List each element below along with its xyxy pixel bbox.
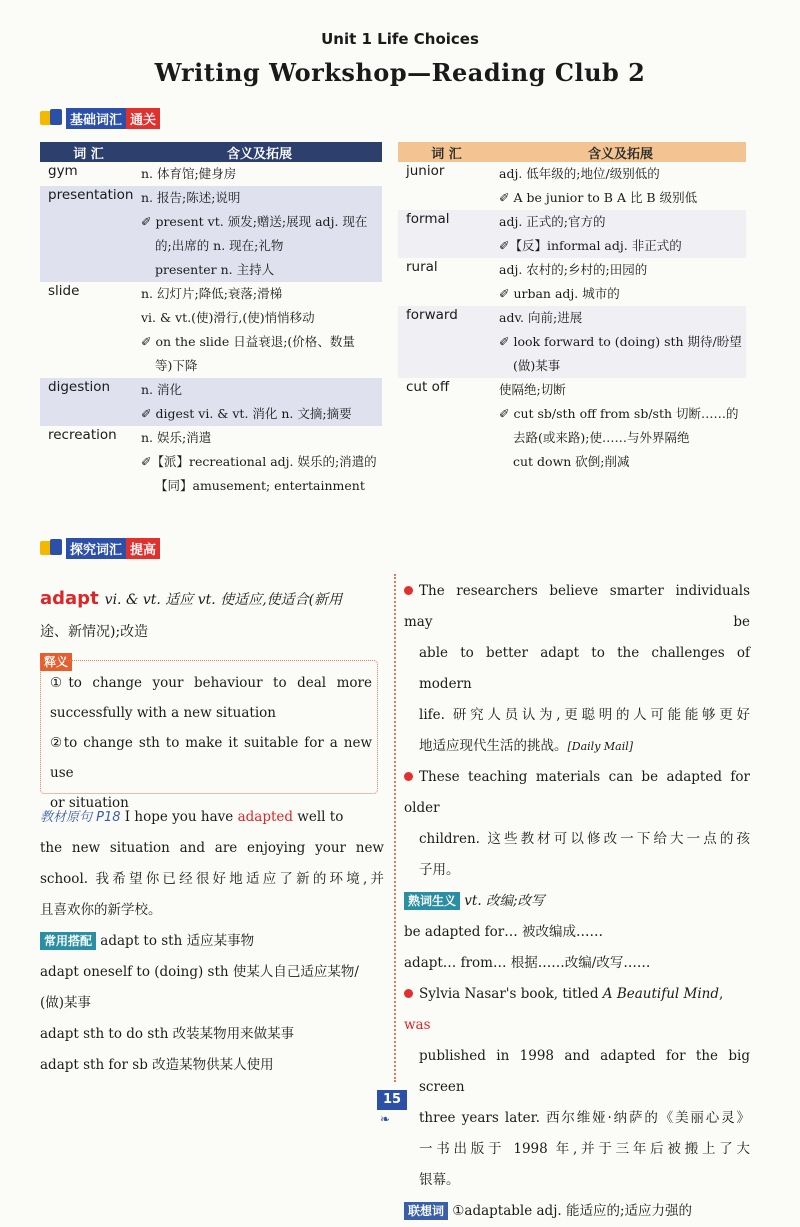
collocation-line: adapt oneself to (doing) sth 使某人自己适应某物/ (40, 964, 359, 980)
table-row (398, 162, 746, 210)
meaning-line: ✐ A be junior to B A 比 B 级别低 (499, 190, 698, 205)
header-meaning: 含义及拓展 (137, 142, 382, 162)
example-text: The researchers believe smarter individuals may be (404, 583, 750, 630)
book-icon (40, 109, 64, 127)
table-row (40, 426, 382, 498)
vocab-table-right (398, 142, 746, 474)
example-text: 地适应现代生活的挑战。 (419, 738, 568, 754)
example-text: able to better adapt to the challenges of modern (419, 645, 750, 692)
example-line: published in 1998 and adapted for the big screen (419, 1048, 750, 1095)
book-icon (40, 539, 64, 557)
meaning-line: n. 报告;陈述;说明 (141, 190, 241, 205)
table-row (40, 378, 382, 426)
collocation-tag: 常用搭配 (40, 932, 96, 950)
meaning-line: 使隔绝;切断 (499, 382, 566, 397)
meaning-line: adj. 低年级的;地位/级别低的 (499, 166, 660, 181)
meaning-line: presenter n. 主持人 (155, 262, 275, 277)
vocab-word: cut off (406, 379, 450, 395)
meaning-line: (做)某事 (513, 358, 561, 373)
meaning-line: ✐ cut sb/sth off from sb/sth 切断……的 (499, 406, 739, 421)
related-words-tag: 联想词 (404, 1202, 448, 1220)
meaning-line: adapt… from… 根据……改编/改写…… (404, 955, 651, 971)
vocab-meaning (495, 378, 746, 474)
vocab-word: recreation (48, 427, 117, 443)
section-basic-vocab (40, 108, 160, 128)
example-line (404, 762, 750, 824)
definition-line: ①to change your behaviour to deal more (50, 675, 372, 691)
headword: adapt (40, 588, 99, 609)
meaning-line: ✐【派】recreational adj. 娱乐的;消遣的 (141, 454, 377, 469)
example-line: three years later. 西尔维娅·纳萨的《美丽心灵》 (419, 1110, 750, 1126)
meaning-line: ✐ look forward to (doing) sth 期待/盼望 (499, 334, 742, 349)
bullet-icon (404, 989, 413, 998)
example-line (404, 731, 750, 762)
meaning-line: n. 娱乐;消遣 (141, 430, 212, 445)
vocab-word: junior (406, 163, 445, 179)
meaning-line: adj. 农村的;乡村的;田园的 (499, 262, 648, 277)
meaning-line: 的;出席的 n. 现在;礼物 (155, 238, 284, 253)
vocab-meaning (137, 378, 382, 426)
vocab-meaning (495, 210, 746, 258)
definition-line: 途、新情况);改造 (40, 624, 149, 640)
table-row (40, 282, 382, 378)
collocation-line: (做)某事 (40, 995, 92, 1011)
vocab-word: rural (406, 259, 438, 275)
table-row (40, 162, 382, 186)
adapt-entry-head (40, 584, 385, 648)
meaning-line: be adapted for… 被改编成…… (404, 924, 604, 940)
meaning-line: 去路(或来路);使……与外界隔绝 (513, 430, 690, 445)
sentence-line: the new situation and are enjoying your new (40, 840, 384, 856)
example-line (404, 576, 750, 638)
new-meaning-tag: 熟词生义 (404, 892, 460, 910)
vocab-word: presentation (40, 186, 137, 282)
example-text: These teaching materials can be adapted for older (404, 769, 750, 816)
meaning-line: n. 体育馆;健身房 (141, 166, 237, 181)
example-line (404, 700, 750, 731)
vocab-word: forward (398, 306, 495, 378)
bullet-icon (404, 772, 413, 781)
unit-heading: Unit 1 Life Choices (321, 30, 479, 48)
table-row (40, 186, 382, 282)
vocab-meaning (137, 426, 382, 498)
definition-line: successfully with a new situation (50, 705, 276, 721)
meaning-line: cut down 砍倒;削减 (513, 454, 630, 469)
example-line (404, 638, 750, 700)
vocab-meaning (495, 306, 746, 378)
section-label-accent: 通关 (126, 108, 160, 129)
meaning-line: adj. 正式的;官方的 (499, 214, 606, 229)
definition-text (50, 668, 372, 818)
vocab-table-left (40, 142, 382, 498)
meaning-line: ✐ digest vi. & vt. 消化 n. 文摘;摘要 (141, 406, 352, 421)
meaning-line: 【同】amusement; entertainment (155, 478, 365, 493)
highlight-word: adapted (237, 809, 294, 825)
column-divider (394, 574, 396, 1082)
sentence-line: school. 我希望你已经很好地适应了新的环境,并 (40, 871, 384, 887)
textbook-sentence-tag: 教材原句 P18 (40, 810, 121, 825)
collocation-line: adapt sth to do sth 改装某物用来做某事 (40, 1026, 295, 1042)
definition-line: ②to change sth to make it suitable for a new use (50, 735, 372, 781)
meaning-line: ✐ urban adj. 城市的 (499, 286, 620, 301)
vocab-meaning (495, 258, 746, 306)
example-text: children. 这些教材可以修改一下给大一点的孩 (419, 831, 750, 847)
example-line: 银幕。 (419, 1172, 460, 1188)
example-line (404, 824, 750, 855)
meaning-line: n. 幻灯片;降低;衰落;滑梯 (141, 286, 283, 301)
adapt-right-column: The researchers believe smarter individuals may be able to better adapt to the challenges of modern life. 研究人员认为,更聪明的人可能能够更好 地适应现代生活的挑战。[Daily Mail] These teaching materials can be adapted for older children. 这些教材可以修改一下给大一点的孩 子用。 熟词生义 vt. 改编;改写 be adapted for… 被改编成…… adapt… from… 根据……改编/改写…… Sylvia Nasar's book, titled A Beautiful Mind, was published in 1998 and adapted for the big screen three years later. 西尔维娅·纳萨的《美丽心灵》 一书出版于 1998 年,并于三年后被搬上了大 银幕。 联想词 ①adaptable adj. 能适应的;适应力强的 (404, 576, 750, 1227)
example-text: 子用。 (419, 862, 460, 878)
vocab-word: gym (48, 163, 78, 179)
sentence-line: 且喜欢你的新学校。 (40, 902, 162, 918)
vocab-meaning (137, 186, 382, 282)
table-row (398, 378, 746, 474)
shiyi-tag: 释义 (40, 651, 72, 671)
vocab-meaning (137, 162, 382, 186)
meaning-line: vi. & vt.(使)滑行,(使)悄悄移动 (141, 310, 315, 325)
header-meaning: 含义及拓展 (495, 142, 746, 162)
table-row (398, 306, 746, 378)
section-label: 探究词汇 (66, 538, 126, 559)
definition-line: or situation (50, 795, 129, 811)
adapt-left-column: 教材原句 P18 I hope you have adapted well to the new situation and are enjoying your new school. 我希望你已经很好地适应了新的环境,并 且喜欢你的新学校。 常用搭配 adapt to sth 适应某事物 adapt oneself to (doing) sth 使某人自己适应某物/ (做)某事 adapt sth to do sth 改装某物用来做某事 adapt sth for sb 改造某物供某人使用 (40, 802, 384, 1081)
source-label: [Daily Mail] (567, 740, 634, 753)
vocab-meaning (495, 162, 746, 210)
table-row (398, 258, 746, 306)
meaning-line: n. 消化 (141, 382, 182, 397)
vocab-meaning (137, 282, 382, 378)
header-word: 词 汇 (398, 142, 495, 162)
meaning-line: ✐ on the slide 日益衰退;(价格、数量 (141, 334, 355, 349)
definition-line: vi. & vt. 适应 vt. 使适应,使适合(新用 (104, 592, 343, 608)
page-title: Writing Workshop—Reading Club 2 (154, 58, 646, 87)
vocab-word: formal (398, 210, 495, 258)
collocation-line: adapt sth for sb 改造某物供某人使用 (40, 1057, 274, 1073)
example-line: 一书出版于 1998 年,并于三年后被搬上了大 (419, 1141, 750, 1157)
bullet-icon (404, 586, 413, 595)
section-explore-vocab (40, 538, 160, 558)
table-row (398, 210, 746, 258)
vocab-word: slide (48, 283, 80, 299)
bird-icon: ❧ (380, 1112, 391, 1126)
section-label: 基础词汇 (66, 108, 126, 129)
example-line (404, 855, 750, 886)
page-number: 15 (377, 1090, 407, 1110)
example-text: life. 研究人员认为,更聪明的人可能能够更好 (419, 707, 750, 723)
meaning-line: adv. 向前;进展 (499, 310, 583, 325)
meaning-line: ✐【反】informal adj. 非正式的 (499, 238, 682, 253)
vocab-word: digestion (40, 378, 137, 426)
meaning-line: ✐ present vt. 颁发;赠送;展现 adj. 现在 (141, 214, 368, 229)
section-label-accent: 提高 (126, 538, 160, 559)
header-word: 词 汇 (40, 142, 137, 162)
meaning-line: 等)下降 (155, 358, 198, 373)
